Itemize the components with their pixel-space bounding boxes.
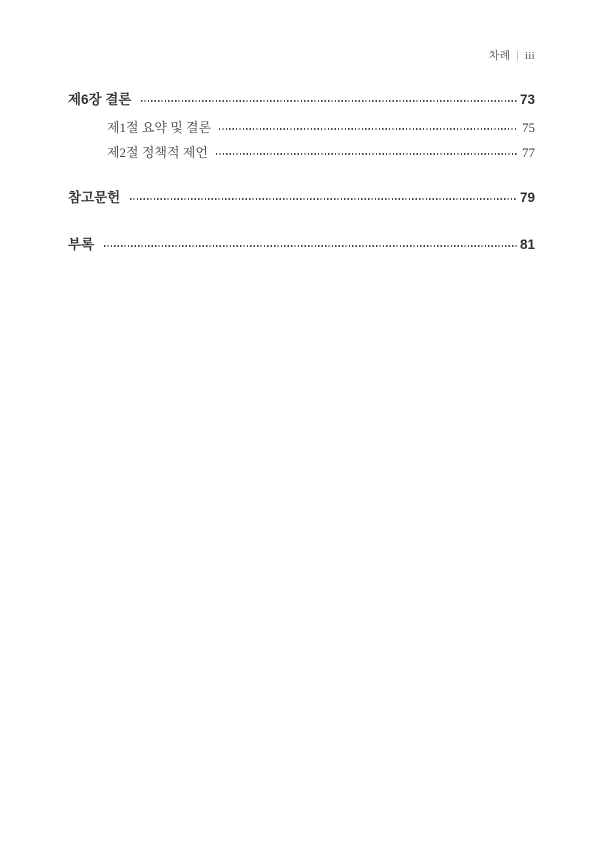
table-of-contents	[68, 0, 535, 253]
toc-entry-appendix	[68, 237, 535, 253]
dot-leader	[219, 128, 517, 130]
dot-leader	[216, 153, 517, 155]
toc-entry-label: 제6장 결론	[68, 92, 132, 107]
toc-entry-page: 81	[519, 237, 535, 252]
toc-entry-page: 73	[519, 92, 535, 107]
toc-entry-label: 부록	[68, 237, 95, 252]
toc-entry-label: 참고문헌	[68, 190, 121, 205]
running-head-separator: |	[516, 50, 519, 61]
dot-leader	[141, 100, 517, 102]
toc-entry-section-1	[68, 121, 535, 135]
toc-entry-label: 제1절 요약 및 결론	[107, 120, 212, 135]
toc-entry-chapter-6	[68, 92, 535, 108]
dot-leader	[130, 198, 517, 200]
toc-entry-page: 75	[522, 120, 535, 135]
toc-entry-page: 79	[519, 190, 535, 205]
toc-entry-section-2	[68, 146, 535, 160]
toc-entry-page: 77	[522, 145, 535, 160]
toc-entry-label: 제2절 정책적 제언	[107, 145, 208, 160]
toc-entry-references	[68, 190, 535, 206]
dot-leader	[104, 245, 517, 247]
running-head-section-title: 차례	[488, 50, 511, 62]
running-head-page-number: iii	[524, 50, 535, 62]
